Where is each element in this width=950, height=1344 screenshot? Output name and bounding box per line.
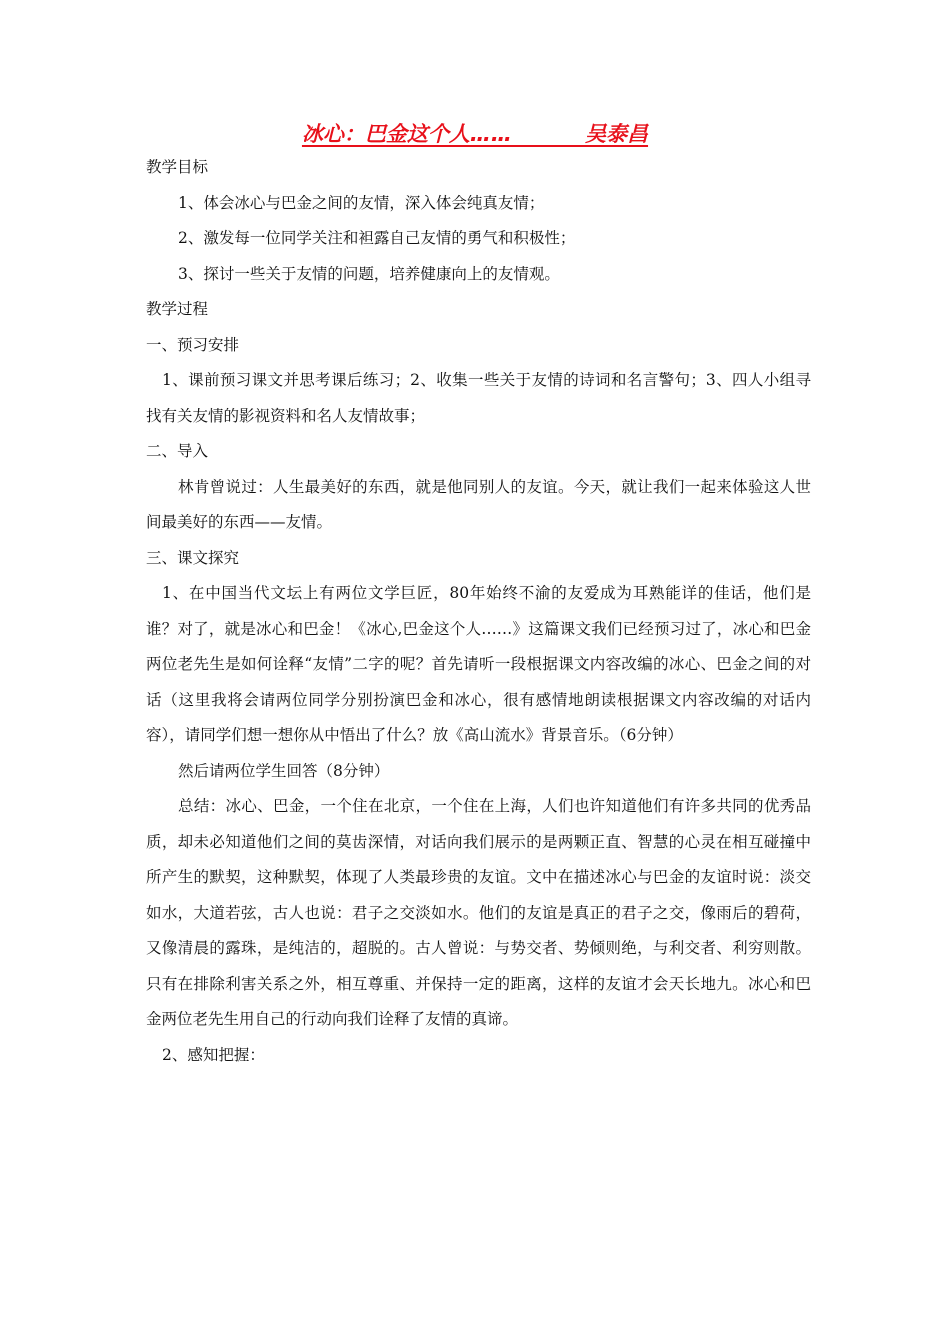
part1-text: 1、课前预习课文并思考课后练习；2、收集一些关于友情的诗词和名言警句；3、四人小组寻找有关友情的影视资料和名人友情故事； [146, 371, 811, 425]
part3-paragraph-3: 总结：冰心、巴金，一个住在北京，一个住在上海，人们也许知道他们有许多共同的优秀品质，却未必知道他们之间的莫齿深情，对话向我们展示的是两颗正直、智慧的心灵在相互碰撞中所产生的默契，这种默契，体现了人类最珍贵的友谊。文中在描述冰心与巴金的友谊时说：淡交如水，大道若弦，古人也说：君子之交淡如水。他们的友谊是真正的君子之交，像雨后的碧荷，又像清晨的露珠，是纯洁的，超脱的。古人曾说：与势交者、势倾则绝，与利交者、利穷则散。只有在排除利害关系之外，相互尊重、并保持一定的距离，这样的友谊才会天长地九。冰心和巴金两位老先生用自己的行动向我们诠释了友情的真谛。 [146, 797, 811, 1028]
part2-text: 林肯曾说过：人生最美好的东西，就是他同别人的友谊。今天，就让我们一起来体验这人世间最美好的东西——友情。 [146, 477, 811, 531]
process-heading: 教学过程 [146, 300, 209, 318]
part3-paragraph-4: 2、感知把握： [162, 1045, 265, 1064]
document-body [146, 150, 811, 1073]
part3-heading: 三、课文探究 [146, 548, 240, 567]
goal-item-2: 2、激发每一位同学关注和袒露自己友情的勇气和积极性； [178, 229, 576, 247]
part3-paragraph-1: 1、在中国当代文坛上有两位文学巨匠，80年始终不渝的友爱成为耳熟能详的佳话，他们是谁？对了，就是冰心和巴金！《冰心,巴金这个人……》这篇课文我们已经预习过了，冰心和巴金两位老先生是如何诠释“友情”二字的呢？首先请听一段根据课文内容改编的冰心、巴金之间的对话（这里我将会请两位同学分别扮演巴金和冰心，很有感情地朗读根据课文内容改编的对话内容），请同学们想一想你从中悟出了什么？放《高山流水》背景音乐。（6分钟） [146, 584, 811, 744]
goal-item-3: 3、探讨一些关于友情的问题，培养健康向上的友情观。 [178, 264, 560, 283]
document-title: 冰心：巴金这个人…… 吴泰昌 [301, 122, 649, 146]
part3-paragraph-2: 然后请两位学生回答（8分钟） [178, 761, 390, 780]
part2-heading: 二、导入 [146, 442, 209, 460]
part1-heading: 一、预习安排 [146, 335, 240, 354]
goals-heading: 教学目标 [146, 158, 209, 176]
goal-item-1: 1、体会冰心与巴金之间的友情，深入体会纯真友情； [178, 193, 545, 212]
